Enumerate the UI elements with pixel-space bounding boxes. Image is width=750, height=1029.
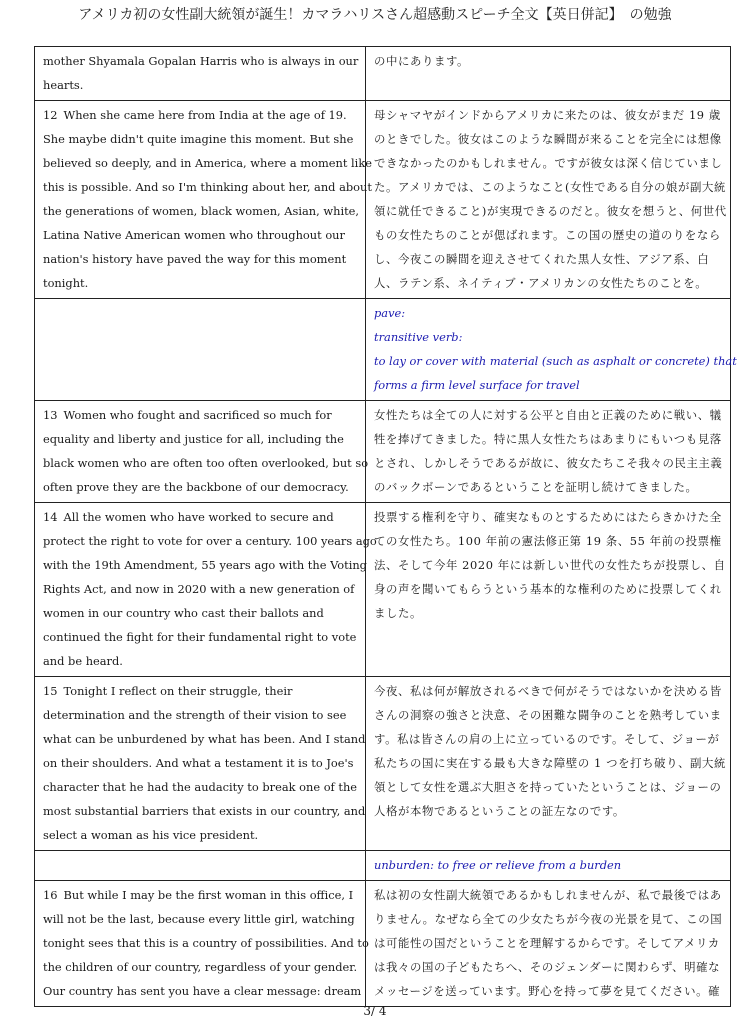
english-text: All the women who have worked to secure and	[63, 510, 334, 524]
english-line: believed so deeply, and in America, where a moment like	[43, 156, 372, 170]
japanese-cell	[366, 677, 731, 851]
english-cell	[35, 47, 366, 101]
english-line: what can be unburdened by what has been. And I stand	[43, 732, 366, 746]
english-line: will not be the last, because every little girl, watching	[43, 912, 355, 926]
english-text: Women who fought and sacrificed so much for	[63, 408, 332, 422]
japanese-line: 領に就任できること)が実現できるのだと。彼女を想うと、何世代	[374, 204, 727, 218]
english-text: Tonight I reflect on their struggle, their	[63, 684, 293, 698]
vocab-line: to lay or cover with material (such as asphalt or concrete) that	[374, 354, 737, 368]
japanese-line: のバックボーンであるということを証明し続けてきました。	[374, 480, 698, 494]
english-line: continued the fight for their fundamental right to vote	[43, 630, 357, 644]
table-body	[35, 47, 737, 1007]
paragraph-number: 15	[43, 684, 58, 698]
paragraph-row	[35, 101, 731, 299]
vocab-line: forms a firm level surface for travel	[374, 378, 580, 392]
japanese-line: た。アメリカでは、このようなこと(女性である自分の娘が副大統	[374, 180, 726, 194]
japanese-line: 私は初の女性副大統領であるかもしれませんが、私で最後ではあ	[374, 888, 722, 902]
english-line: mother Shyamala Gopalan Harris who is always in our	[43, 54, 359, 68]
english-line	[43, 883, 357, 907]
japanese-cell	[366, 101, 731, 299]
english-line: select a woman as his vice president.	[43, 828, 259, 842]
vocab-line: pave:	[374, 306, 406, 320]
paragraph-row	[35, 47, 731, 101]
english-line: Our country has sent you have a clear message: dream	[43, 984, 362, 998]
japanese-line: もの女性たちのことが偲ばれます。この国の歴史の道のりをなら	[374, 228, 721, 242]
bilingual-table	[34, 46, 737, 1007]
english-line: often prove they are the backbone of our democracy.	[43, 480, 349, 494]
page-number: 3/ 4	[363, 1004, 387, 1018]
english-cell	[35, 851, 366, 881]
vocab-note-cell	[366, 851, 731, 881]
english-line: determination and the strength of their vision to see	[43, 708, 347, 722]
english-line	[43, 505, 357, 529]
english-cell	[35, 101, 372, 299]
english-line: black women who are often too often overlooked, but so	[43, 456, 369, 470]
english-line: on their shoulders. And what a testament it is to Joe's	[43, 756, 354, 770]
paragraph-number: 14	[43, 510, 58, 524]
vocab-row	[35, 299, 731, 401]
japanese-cell	[366, 881, 731, 1007]
japanese-line: のときでした。彼女はこのような瞬間が来ることを完全には想像	[374, 132, 722, 146]
japanese-line: さんの洞察の強さと決意、その困難な闘争のことを熟考していま	[374, 708, 722, 722]
english-line: Latina Native American women who throughout our	[43, 228, 345, 242]
japanese-line: 人、ラテン系、ネイティブ・アメリカンの女性たちのことを。	[374, 276, 708, 290]
japanese-line: 私たちの国に実在する最も大きな障壁の 1 つを打ち破り、副大統	[374, 756, 727, 770]
english-line: most substantial barriers that exists in our country, and	[43, 804, 366, 818]
japanese-line: メッセージを送っています。野心を持って夢を見てください。確	[374, 984, 721, 998]
japanese-line: の中にあります。	[374, 54, 470, 68]
english-line: women in our country who cast their ballots and	[43, 606, 324, 620]
japanese-line: とされ、しかしそうであるが故に、彼女たちこそ我々の民主主義	[374, 456, 723, 470]
english-cell	[35, 677, 366, 851]
vocab-note-cell	[366, 299, 737, 401]
japanese-line: ました。	[374, 606, 422, 620]
japanese-line: 牲を捧げてきました。特に黒人女性たちはあまりにもいつも見落	[374, 432, 722, 446]
english-line: Rights Act, and now in 2020 with a new generation of	[43, 582, 355, 596]
english-line: equality and liberty and justice for all, including the	[43, 432, 344, 446]
english-line: character that he had the audacity to break one of the	[43, 780, 358, 794]
english-line: the children of our country, regardless of your gender.	[43, 960, 358, 974]
english-line	[43, 403, 357, 427]
vocab-row	[35, 851, 731, 881]
english-line: She maybe didn't quite imagine this moment. But she	[43, 132, 354, 146]
paragraph-row	[35, 881, 731, 1007]
japanese-line: 母シャマヤがインドからアメリカに来たのは、彼女がまだ 19 歳	[374, 108, 721, 122]
japanese-cell	[366, 401, 731, 503]
japanese-cell	[366, 47, 731, 101]
english-cell	[35, 401, 369, 503]
english-line: nation's history have paved the way for this moment	[43, 252, 347, 266]
japanese-line: できなかったのかもしれません。ですが彼女は深く信じていまし	[374, 156, 723, 170]
english-line	[43, 103, 357, 127]
paragraph-row	[35, 503, 731, 677]
english-line: protect the right to vote for over a century. 100 years ago	[43, 534, 377, 548]
japanese-line: ての女性たち。100 年前の憲法修正第 19 条、55 年前の投票権	[374, 534, 722, 548]
japanese-line: す。私は皆さんの肩の上に立っているのです。そして、ジョーが	[374, 732, 720, 746]
japanese-line: 今夜、私は何が解放されるべきで何がそうではないかを決める皆	[374, 684, 722, 698]
english-line: hearts.	[43, 78, 84, 92]
english-cell	[35, 503, 377, 677]
japanese-line: りません。なぜなら全ての少女たちが今夜の光景を見て、この国	[374, 912, 723, 926]
english-line: with the 19th Amendment, 55 years ago with the Voting	[43, 558, 367, 572]
english-cell	[35, 299, 366, 401]
japanese-line: 法、そして今年 2020 年には新しい世代の女性たちが投票し、自	[374, 558, 726, 572]
paragraph-number: 13	[43, 408, 58, 422]
japanese-line: は我々の国の子どもたちへ、そのジェンダーに関わらず、明確な	[374, 960, 721, 974]
japanese-line: 領として女性を選ぶ大胆さを持っていたということは、ジョーの	[374, 780, 722, 794]
japanese-line: し、今夜この瞬間を迎えさせてくれた黒人女性、アジア系、白	[374, 252, 710, 266]
paragraph-number: 12	[43, 108, 58, 122]
paragraph-row	[35, 677, 731, 851]
english-line: and be heard.	[43, 654, 123, 668]
japanese-cell	[366, 503, 731, 677]
english-line: tonight.	[43, 276, 89, 290]
paragraph-number: 16	[43, 888, 58, 902]
english-line: this is possible. And so I'm thinking about her, and about	[43, 180, 372, 194]
japanese-line: 女性たちは全ての人に対する公平と自由と正義のために戦い、犠	[374, 408, 722, 422]
japanese-line: 身の声を聞いてもらうという基本的な権利のために投票してくれ	[374, 582, 722, 596]
english-text: When she came here from India at the age of 19.	[63, 108, 347, 122]
japanese-line: 人格が本物であるということの証左なのです。	[374, 804, 625, 818]
page-header: アメリカ初の女性副大統領が誕生！カマラハリスさん超感動スピーチ全文【英日併記】 の勉強	[78, 7, 672, 23]
vocab-line: unburden: to free or relieve from a burden	[374, 858, 622, 872]
japanese-line: 投票する権利を守り、確実なものとするためにはたらきかけた全	[374, 510, 722, 524]
english-cell	[35, 881, 369, 1007]
english-line	[43, 679, 357, 703]
english-line: tonight sees that this is a country of possibilities. And to	[43, 936, 369, 950]
vocab-line: transitive verb:	[374, 330, 463, 344]
english-line: the generations of women, black women, Asian, white,	[43, 204, 360, 218]
japanese-line: は可能性の国だということを理解するからです。そしてアメリカ	[374, 936, 720, 950]
paragraph-row	[35, 401, 731, 503]
english-text: But while I may be the first woman in this office, I	[63, 888, 354, 902]
